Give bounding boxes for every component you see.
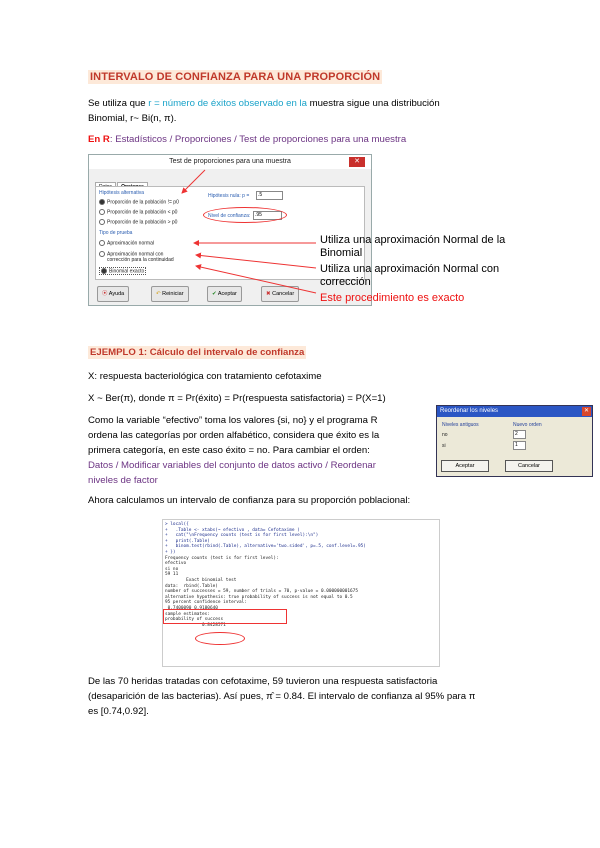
- console-line: Exact binomial test: [165, 577, 237, 583]
- check-icon: ✔: [212, 291, 217, 297]
- callout-normal: [320, 234, 505, 260]
- conclusion-line-1: De las 70 heridas tratadas con cefotaxime, 59 tuvieron una respuesta satisfactoria: [88, 676, 438, 687]
- section-heading: INTERVALO DE CONFIANZA PARA UNA PROPORCIÓN: [90, 71, 381, 83]
- dialog-title: Test de proporciones para una muestra: [89, 155, 371, 169]
- radio-alt-neq-label: Proporción de la población != p0: [107, 199, 179, 206]
- conclusion-paragraph: [88, 674, 528, 719]
- test-type-label: Tipo de prueba: [99, 230, 133, 236]
- console-line: probability of success: [165, 617, 224, 623]
- intro-text-2: muestra sigue una distribución: [306, 98, 440, 109]
- reorder-accept-button[interactable]: Aceptar: [441, 460, 489, 472]
- arrow-to-alt-hypothesis: [182, 170, 205, 193]
- help-icon: ⦿: [102, 291, 108, 297]
- console-line: + }): [165, 549, 176, 555]
- cancel-icon: ✖: [266, 291, 271, 297]
- callout-normal-line2: Binomial: [320, 247, 363, 259]
- radio-normal-label: Aproximación normal: [107, 240, 154, 247]
- console-line: 0.8428571: [165, 622, 226, 628]
- reorder-dialog-title: Reordenar los niveles: [437, 406, 592, 417]
- callout-normal-line1: Utiliza una aproximación Normal de la: [320, 234, 506, 246]
- console-line: sample estimates:: [165, 611, 210, 617]
- level-no: no: [442, 432, 448, 438]
- help-button-label: Ayuda: [108, 291, 125, 297]
- alt-hypothesis-label: Hipótesis alternativa: [99, 190, 145, 196]
- confidence-level-input[interactable]: .95: [253, 211, 282, 220]
- confidence-level-label: Nivel de confianza:: [208, 213, 251, 219]
- arrow-normal-corrected: [196, 255, 316, 268]
- en-r-path: : Estadísticos / Proporciones / Test de proporciones para una muestra: [109, 134, 407, 145]
- reorder-cancel-button[interactable]: Cancelar: [505, 460, 553, 472]
- en-r-label: En R: [88, 134, 110, 145]
- console-line: number of successes = 59, number of trials = 70, p-value = 0.000000001675: [165, 589, 358, 595]
- radio-normal-corrected-label-1: Aproximación normal con: [107, 251, 164, 258]
- radio-alt-lt-label: Proporción de la población < p0: [107, 209, 178, 216]
- radio-binomial-exact-label: Binomial exacto: [109, 268, 145, 275]
- x-line: X: respuesta bacteriológica con tratamiento cefotaxime: [88, 371, 322, 382]
- reorder-levels-dialog: [436, 405, 593, 477]
- console-line: 95 percent confidence interval:: [165, 600, 247, 606]
- intro-text-1: Se utiliza que: [88, 98, 149, 109]
- callout-corrected-line1: Utiliza una aproximación Normal con: [320, 263, 500, 275]
- new-order-header: Nuevo orden: [513, 422, 542, 428]
- conclusion-line-2: (desaparición de las bacterias). Así pues, π̂ = 0.84. El intervalo de confianza al 95% para π: [88, 691, 476, 702]
- r-console-output: [162, 519, 440, 667]
- order-line-3: primera categoría, en este caso éxito = no. Para cambiar el orden:: [88, 445, 370, 456]
- order-path-2: niveles de factor: [88, 475, 158, 486]
- level-no-order-input[interactable]: 2: [513, 430, 526, 439]
- accept-button-label: Aceptar: [217, 291, 237, 297]
- reset-icon: ↶: [156, 291, 161, 297]
- level-si-order-input[interactable]: 1: [513, 441, 526, 450]
- close-icon[interactable]: ✕: [349, 157, 365, 167]
- order-path-1: Datos / Modificar variables del conjunto de datos activo / Reordenar: [88, 460, 376, 471]
- console-line: efectivo: [165, 561, 187, 567]
- console-line: + .Table <- xtabs(~ efectivo , data= Cefotaxime ): [165, 527, 300, 533]
- console-line: + cat("\nFrequency counts (test is for first level):\n"): [165, 533, 319, 539]
- callout-exact: Este procedimiento es exacto: [320, 292, 465, 304]
- order-line-1: Como la variable “efectivo” toma los valores {si, no} y el programa R: [88, 415, 378, 426]
- console-line: + print(.Table): [165, 538, 210, 544]
- ahora-line: Ahora calculamos un intervalo de confianza para su proporción poblacional:: [88, 495, 411, 506]
- console-line: data: rbind(.Table): [165, 583, 218, 589]
- console-line: 59 11: [165, 572, 179, 578]
- estimate-highlight-ellipse: [195, 632, 245, 645]
- order-paragraph: [88, 413, 428, 488]
- reset-button-label: Reiniciar: [162, 291, 184, 297]
- callout-corrected-line2: corrección: [320, 276, 371, 288]
- order-line-2: ordena las categorías por orden alfabético, considera que éxito es la: [88, 430, 380, 441]
- conclusion-line-3: es [0.74,0.92].: [88, 706, 149, 717]
- example-heading: EJEMPLO 1: Cálculo del intervalo de confianza: [90, 347, 305, 358]
- callout-corrected: [320, 263, 499, 289]
- radio-normal-corrected-label-2: corrección para la continuidad: [107, 257, 174, 264]
- console-line: 0.7400090 0.9180640: [165, 605, 218, 611]
- intro-highlight: r = número de éxitos observado en la: [148, 98, 307, 109]
- arrow-exact: [196, 266, 316, 293]
- intro-line-2: Binomial, r~ Bi(n, π).: [88, 113, 177, 124]
- console-line: + binom.test(rbind(.Table), alternative='two.sided', p=.5, conf.level=.95): [165, 544, 366, 550]
- bernoulli-line: X ~ Ber(π), donde π = Pr(éxito) = Pr(respuesta satisfactoria) = P(X=1): [88, 393, 386, 404]
- level-si: si: [442, 443, 446, 449]
- cancel-button-label: Cancelar: [272, 291, 295, 297]
- old-levels-header: Niveles antiguos: [442, 422, 479, 428]
- null-hypothesis-label: Hipótesis nula: p =: [208, 193, 250, 199]
- close-icon[interactable]: ✕: [583, 408, 590, 414]
- null-hypothesis-input[interactable]: .5: [256, 191, 283, 200]
- console-line: si no: [165, 566, 179, 572]
- radio-alt-gt-label: Proporción de la población > p0: [107, 219, 178, 226]
- console-line: Frequency counts (test is for first level):: [165, 555, 279, 561]
- console-line: > local({: [165, 522, 189, 527]
- ci-highlight-box: [163, 609, 287, 624]
- console-line: alternative hypothesis: true probability of success is not equal to 0.5: [165, 594, 353, 600]
